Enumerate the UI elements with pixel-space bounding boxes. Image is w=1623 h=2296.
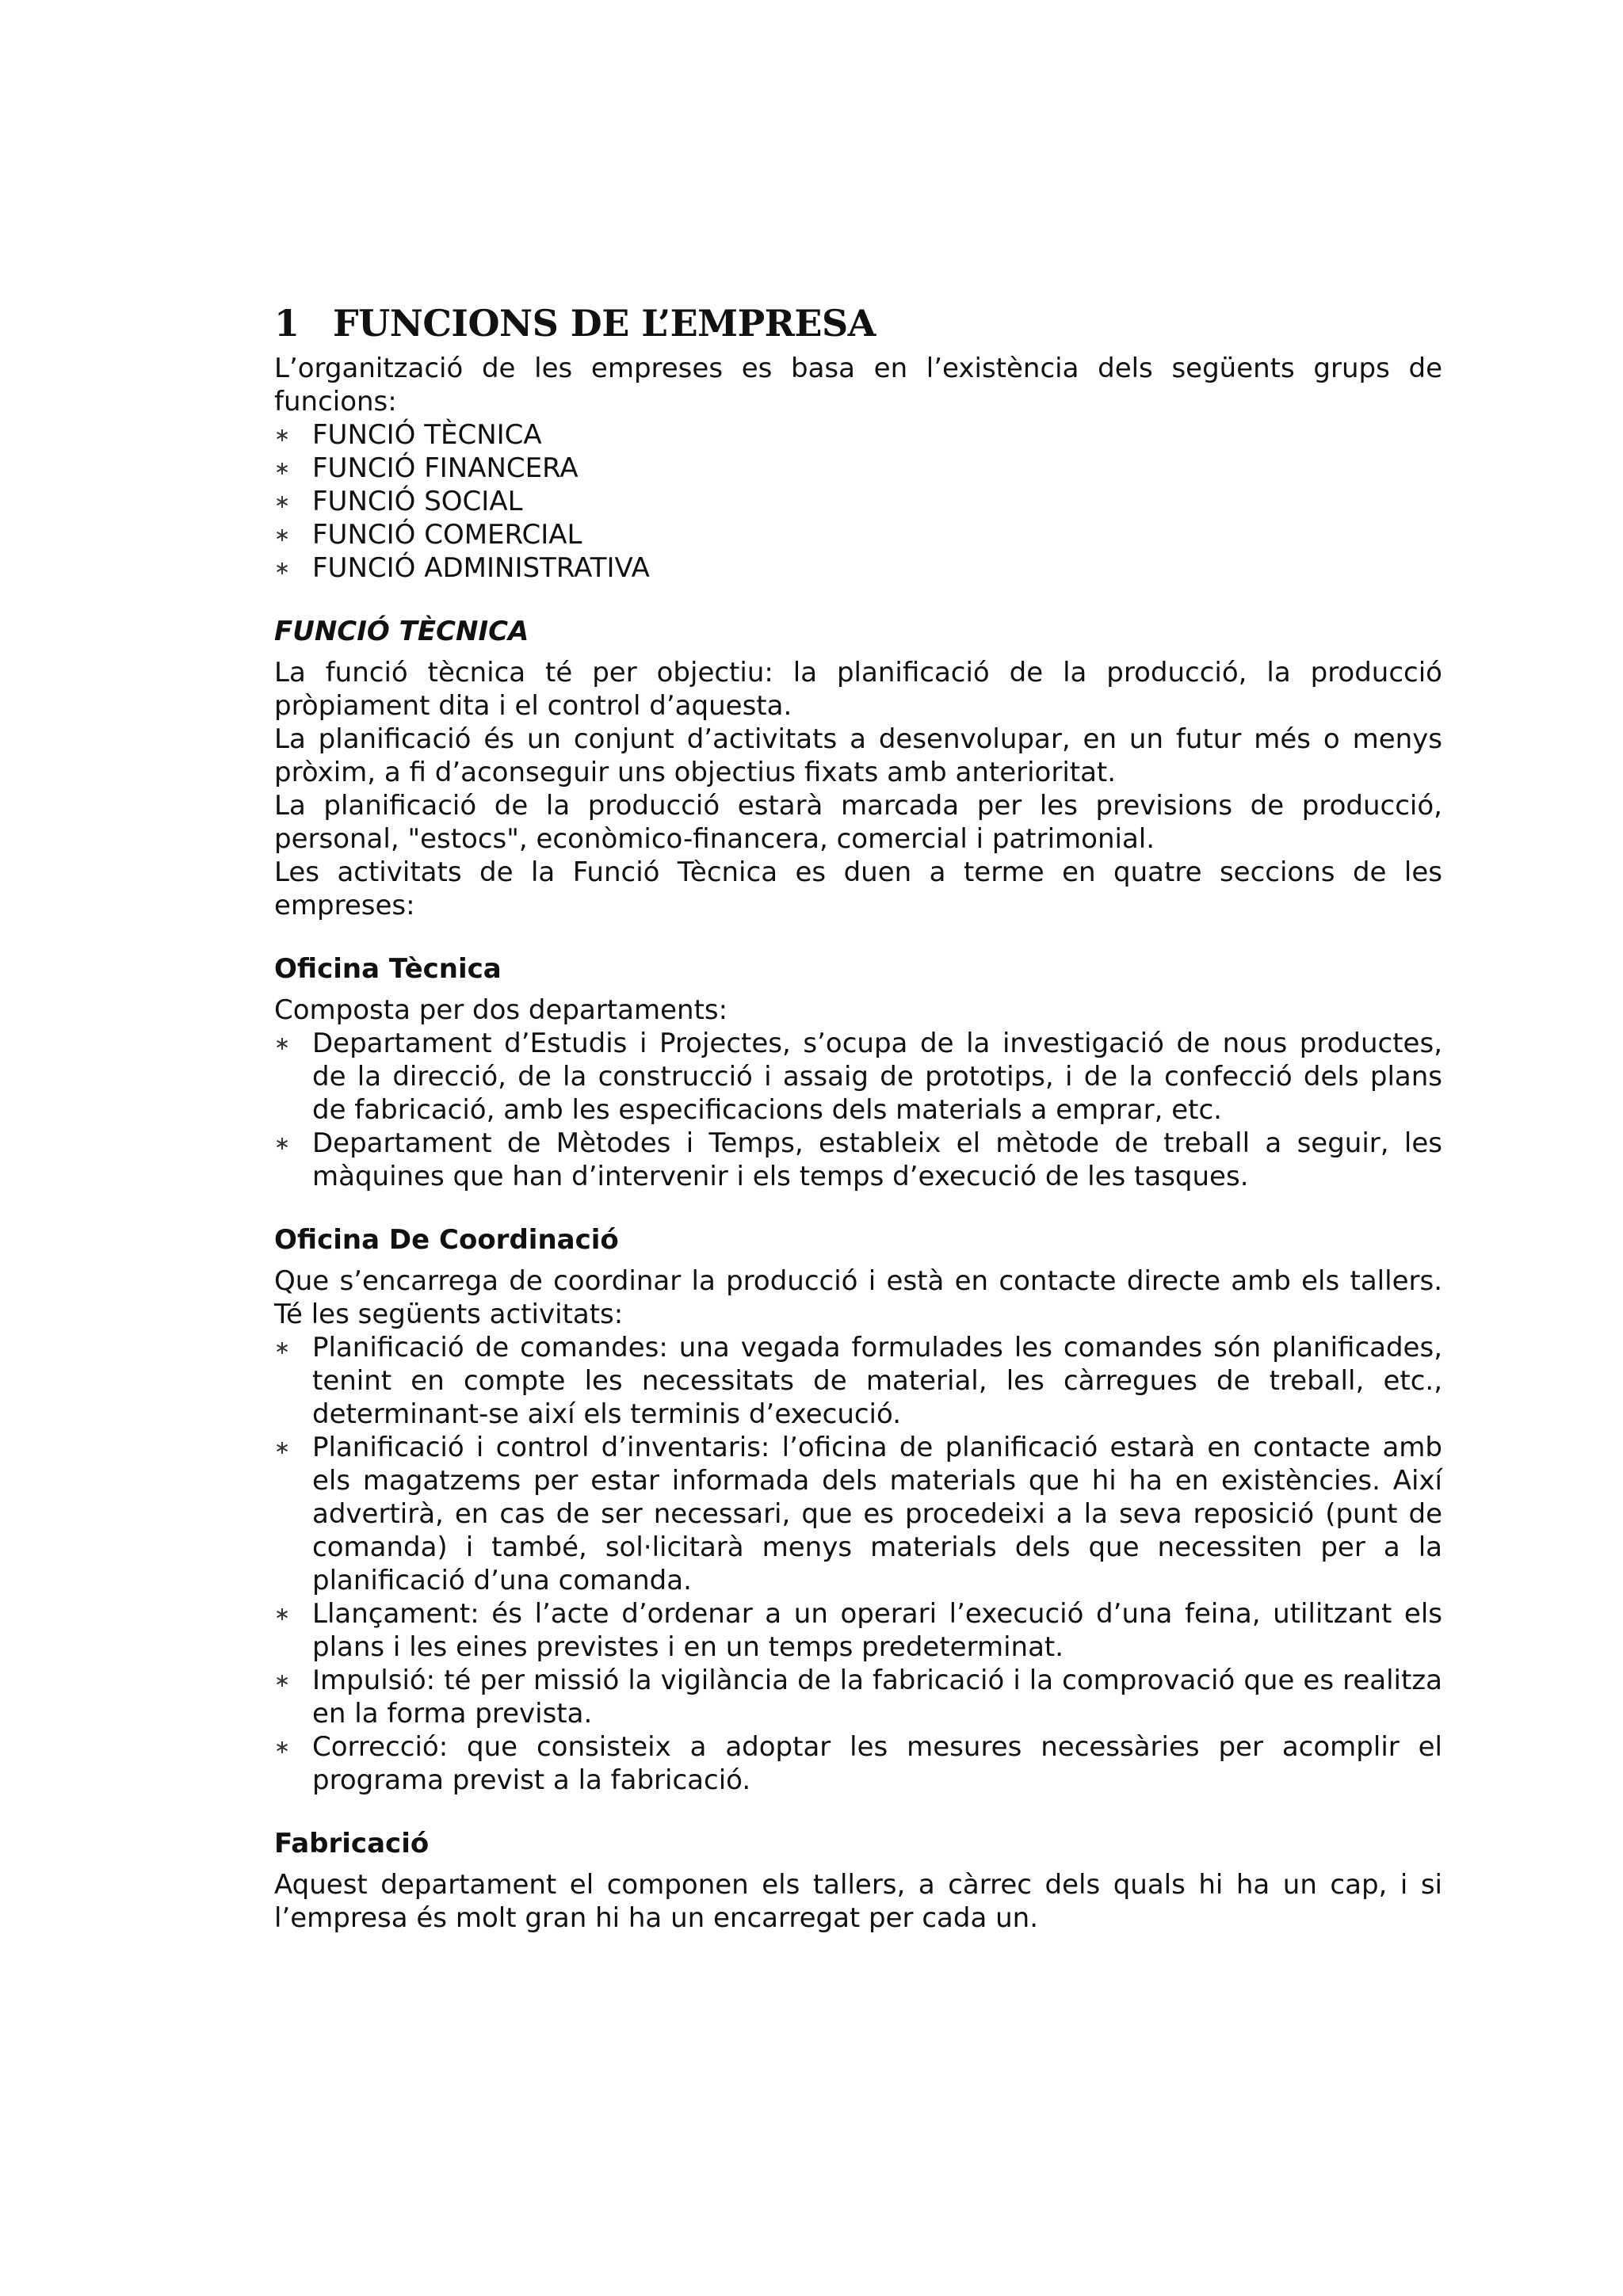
- asterisk-bullet-icon: ∗: [274, 424, 291, 446]
- asterisk-bullet-icon: ∗: [274, 1736, 291, 1758]
- asterisk-bullet-icon: ∗: [274, 1132, 291, 1154]
- intro-paragraph: L’organització de les empreses es basa en l’existència dels següents grups de funcions:: [274, 353, 1442, 418]
- list-item: ∗ FUNCIÓ ADMINISTRATIVA: [274, 552, 650, 584]
- list-item: ∗ Correcció: que consisteix a adoptar les mesures necessàries per acomplir el programa previst a la fabricació.: [274, 1731, 1442, 1796]
- subsection-title-oficina-tecnica: Oficina Tècnica: [274, 953, 502, 985]
- asterisk-bullet-icon: ∗: [274, 1669, 291, 1691]
- oficina-coordinacio-list: [274, 1331, 1442, 1797]
- asterisk-bullet-icon: ∗: [274, 1337, 291, 1359]
- chapter-title-text: FUNCIONS DE L’EMPRESA: [333, 302, 876, 345]
- paragraph: La funció tècnica té per objectiu: la planificació de la producció, la producció pròpiament dita i el control d’aquesta.: [274, 657, 1442, 722]
- paragraph: Aquest departament el componen els tallers, a càrrec dels quals hi ha un cap, i si l’empresa és molt gran hi ha un encarregat per cada un.: [274, 1869, 1442, 1934]
- asterisk-bullet-icon: ∗: [274, 524, 291, 546]
- list-item: ∗ Planificació i control d’inventaris: l’oficina de planificació estarà en contacte amb els magatzems per estar informada dels materials que hi ha en existències. Així advertirà, en cas de ser necessari, que es procedeixi a la seva reposició (punt de comanda) i també, sol·licitarà menys materials dels que necessiten per a la planificació d’una comanda.: [274, 1432, 1442, 1596]
- asterisk-bullet-icon: ∗: [274, 1436, 291, 1459]
- list-item: ∗ Planificació de comandes: una vegada formulades les comandes són planificades, tenint en compte les necessitats de material, les càrregues de treball, etc., determinant-se així els terminis d’execució.: [274, 1332, 1442, 1430]
- asterisk-bullet-icon: ∗: [274, 457, 291, 479]
- asterisk-bullet-icon: ∗: [274, 1603, 291, 1625]
- list-item: ∗ Llançament: és l’acte d’ordenar a un operari l’execució d’una feina, utilitzant els plans i les eines previstes i en un temps predeterminat.: [274, 1598, 1442, 1663]
- functions-list: [274, 418, 1442, 585]
- document-page: [274, 299, 1442, 1935]
- section-title-funcio-tecnica: FUNCIÓ TÈCNICA: [274, 616, 529, 647]
- chapter-title: [274, 299, 1442, 347]
- list-item: ∗ FUNCIÓ COMERCIAL: [274, 519, 582, 551]
- oficina-tecnica-list: [274, 1027, 1442, 1193]
- asterisk-bullet-icon: ∗: [274, 490, 291, 513]
- paragraph: La planificació de la producció estarà marcada per les previsions de producció, personal, "estocs", econòmico-financera, comercial i patrimonial.: [274, 790, 1442, 855]
- subsection-title-fabricacio: Fabricació: [274, 1828, 430, 1859]
- asterisk-bullet-icon: ∗: [274, 557, 291, 579]
- subsection-title-oficina-coordinacio: Oficina De Coordinació: [274, 1224, 619, 1256]
- list-item: ∗ Departament de Mètodes i Temps, estableix el mètode de treball a seguir, les màquines que han d’intervenir i els temps d’execució de les tasques.: [274, 1127, 1442, 1192]
- asterisk-bullet-icon: ∗: [274, 1032, 291, 1055]
- list-item: ∗ Impulsió: té per missió la vigilància de la fabricació i la comprovació que es realitza en la forma prevista.: [274, 1665, 1442, 1730]
- list-item: ∗ FUNCIÓ SOCIAL: [274, 486, 523, 517]
- list-item: ∗ FUNCIÓ FINANCERA: [274, 452, 579, 484]
- paragraph: Les activitats de la Funció Tècnica es duen a terme en quatre seccions de les empreses:: [274, 856, 1442, 921]
- list-item: ∗ Departament d’Estudis i Projectes, s’ocupa de la investigació de nous productes, de la direcció, de la construcció i assaig de prototips, i de la confecció dels plans de fabricació, amb les especificacions dels materials a emprar, etc.: [274, 1028, 1442, 1126]
- paragraph: La planificació és un conjunt d’activitats a desenvolupar, en un futur més o menys pròxim, a fi d’aconseguir uns objectius fixats amb anterioritat.: [274, 723, 1442, 788]
- list-item: ∗ FUNCIÓ TÈCNICA: [274, 419, 542, 451]
- paragraph: Que s’encarrega de coordinar la producció i està en contacte directe amb els tallers. Té les següents activitats:: [274, 1265, 1442, 1330]
- paragraph: Composta per dos departaments:: [274, 994, 728, 1026]
- chapter-number: 1: [274, 302, 300, 345]
